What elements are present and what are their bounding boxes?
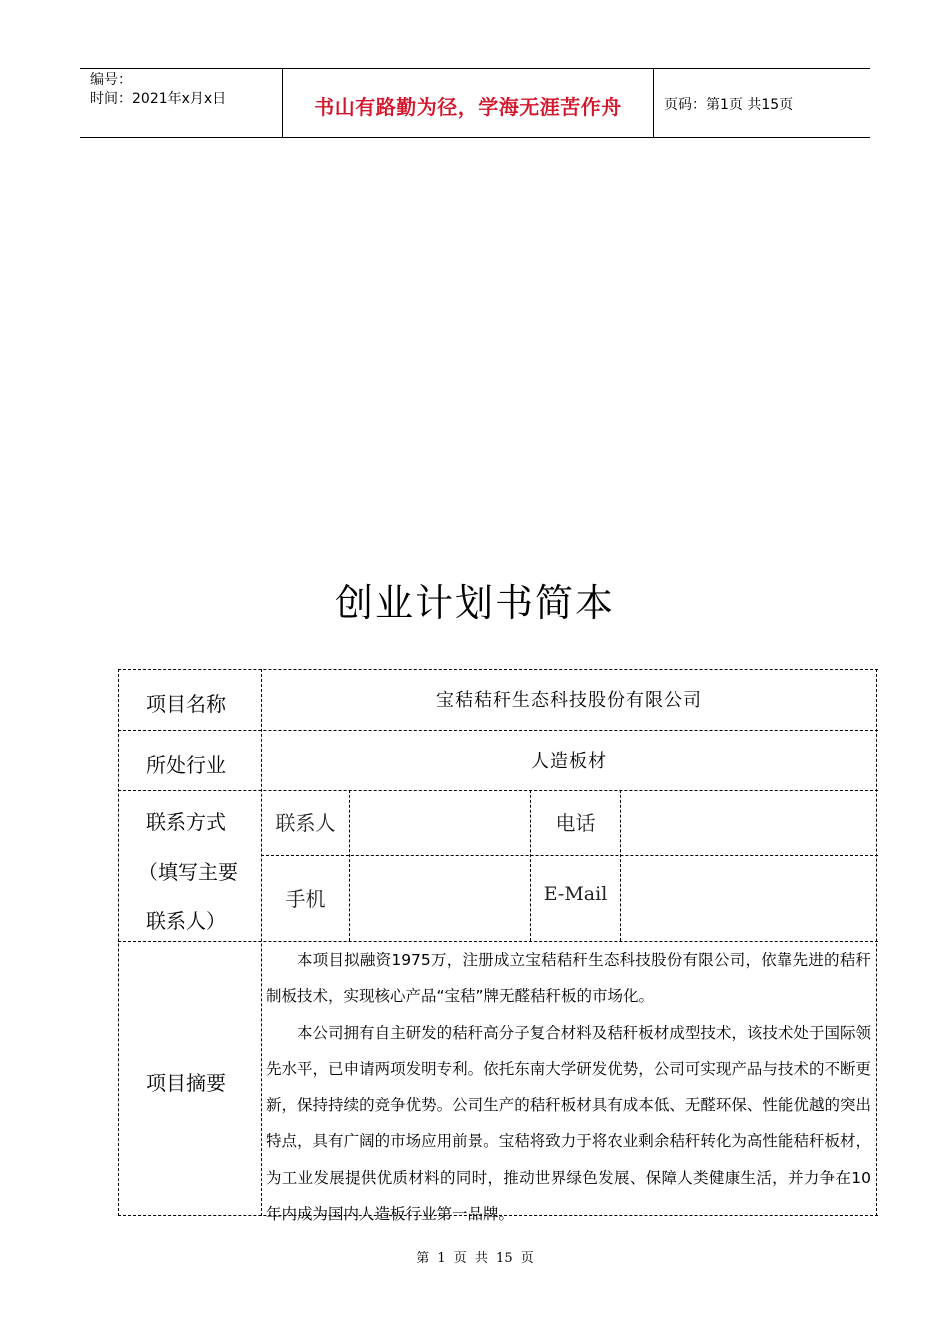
table-border-top	[118, 669, 878, 670]
contact-label-line3: 联系人）	[146, 909, 226, 933]
header-motto-cell	[283, 69, 654, 137]
table-border-right	[876, 669, 877, 1216]
summary-paragraph-1: 本项目拟融资1975万，注册成立宝秸秸秆生态科技股份有限公司，依靠先进的秸秆制板技术，实现核心产品“宝秸”牌无醛秸秆板的市场化。	[266, 951, 871, 1006]
table-border-left	[118, 669, 119, 1216]
document-title: 创业计划书简本	[334, 581, 615, 625]
summary-text	[266, 942, 871, 1232]
header-page-cell	[654, 69, 870, 137]
table-row-divider	[261, 855, 878, 856]
contact-label-line2: （填写主要	[138, 860, 238, 884]
contact-label-line1: 联系方式	[146, 810, 226, 834]
industry-value: 人造板材	[531, 751, 607, 772]
header-meta-cell	[80, 69, 283, 137]
header-motto: 书山有路勤为径，学海无涯苦作舟	[314, 95, 622, 119]
header-page-number: 页码：第1页 共15页	[664, 97, 794, 113]
industry-label: 所处行业	[146, 753, 226, 777]
mobile-label: 手机	[285, 887, 326, 911]
table-col-divider	[620, 790, 621, 941]
table-row-divider	[118, 790, 878, 791]
info-table	[118, 669, 878, 1224]
project-name-value: 宝秸秸秆生态科技股份有限公司	[436, 690, 702, 711]
page-header	[80, 68, 870, 138]
contact-person-label: 联系人	[275, 811, 336, 835]
email-label: E-Mail	[543, 883, 608, 905]
summary-label: 项目摘要	[146, 1071, 226, 1095]
page-footer: 第 1 页 共 15 页	[416, 1251, 534, 1266]
document-time: 时间：2021年x月x日	[90, 91, 227, 107]
document-number: 编号：	[90, 72, 132, 88]
project-name-label: 项目名称	[146, 692, 226, 716]
summary-paragraph-2: 本公司拥有自主研发的秸秆高分子复合材料及秸秆板材成型技术，该技术处于国际领先水平，已申请两项发明专利。依托东南大学研发优势，公司可实现产品与技术的不断更新，保持持续的竞争优势。公司生产的秸秆板材具有成本低、无醛环保、性能优越的突出特点，具有广阔的市场应用前景。宝秸将致力于将农业剩余秸秆转化为高性能秸秆板材，为工业发展提供优质材料的同时，推动世界绿色发展、保障人类健康生活，并力争在10年内成为国内人造板行业第一品牌。	[266, 1023, 871, 1224]
table-col-divider	[349, 790, 350, 941]
table-row-divider	[118, 730, 878, 731]
phone-label: 电话	[555, 811, 596, 835]
